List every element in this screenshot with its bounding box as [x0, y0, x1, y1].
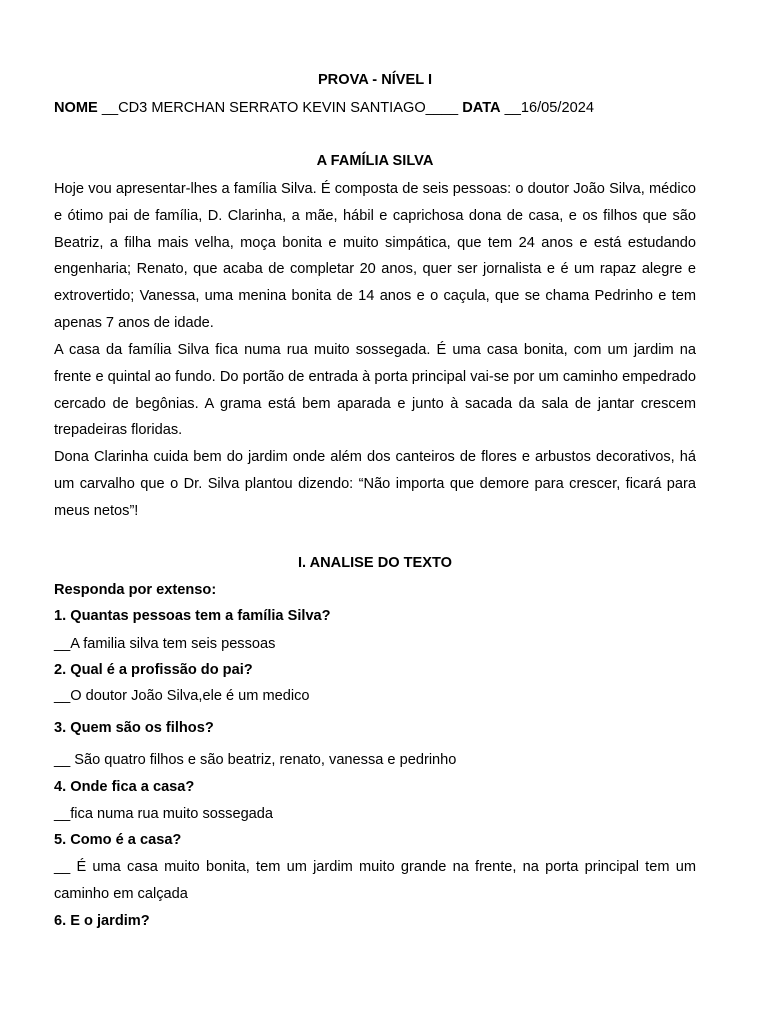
date-value: __16/05/2024 — [504, 100, 594, 116]
question-4: 4. Onde fica a casa? — [54, 779, 195, 795]
question-3: 3. Quem são os filhos? — [54, 720, 214, 736]
story-paragraph-1: Hoje vou apresentar-lhes a família Silva. É composta de seis pessoas: o doutor João Silva, médico e ótimo pai de família, D. Clarinha, a mãe, hábil e caprichosa dona de casa, e os filhos que são Beatriz, a filha mais velha, moça bonita e muito simpática, que tem 24 anos e está estudando engenharia; Renato, que acaba de completar 20 anos, quer ser jornalista e é um rapaz alegre e extrovertido; Vanessa, uma menina bonita de 14 anos e o caçula, que se chama Pedrinho e tem apenas 7 anos de idade. — [54, 181, 696, 331]
story-title: A FAMÍLIA SILVA — [316, 153, 434, 169]
story-paragraph-3: Dona Clarinha cuida bem do jardim onde além dos canteiros de flores e arbustos decorativos, há um carvalho que o Dr. Silva plantou dizendo: “Não importa que demore para crescer, ficará para meus netos”! — [54, 449, 696, 519]
name-label: NOME — [54, 100, 98, 116]
answer-2: __O doutor João Silva,ele é um medico — [54, 688, 310, 704]
exam-title: PROVA - NÍVEL I — [317, 72, 433, 88]
answer-4: __fica numa rua muito sossegada — [54, 806, 274, 822]
question-2: 2. Qual é a profissão do pai? — [54, 662, 253, 678]
answer-5: __ É uma casa muito bonita, tem um jardim muito grande na frente, na porta principal tem um caminho em calçada — [54, 859, 696, 902]
analysis-instruction: Responda por extenso: — [54, 582, 217, 598]
story-paragraph-2: A casa da família Silva fica numa rua muito sossegada. É uma casa bonita, com um jardim na frente e quintal ao fundo. Do portão de entrada à porta principal vai-se por um caminho empedrado cercado de begônias. A grama está bem aparada e junto à sacada da sala de jantar crescem trepadeiras floridas. — [54, 342, 696, 439]
question-5: 5. Como é a casa? — [54, 832, 182, 848]
date-label: DATA — [462, 100, 501, 116]
student-info-line — [54, 100, 594, 116]
answer-3: __ São quatro filhos e são beatriz, renato, vanessa e pedrinho — [54, 752, 457, 768]
question-6: 6. E o jardim? — [54, 913, 150, 929]
analysis-title: I. ANALISE DO TEXTO — [297, 555, 453, 571]
question-1: 1. Quantas pessoas tem a família Silva? — [54, 608, 331, 624]
answer-1: __A familia silva tem seis pessoas — [54, 636, 276, 652]
name-value: __CD3 MERCHAN SERRATO KEVIN SANTIAGO____ — [101, 100, 459, 116]
